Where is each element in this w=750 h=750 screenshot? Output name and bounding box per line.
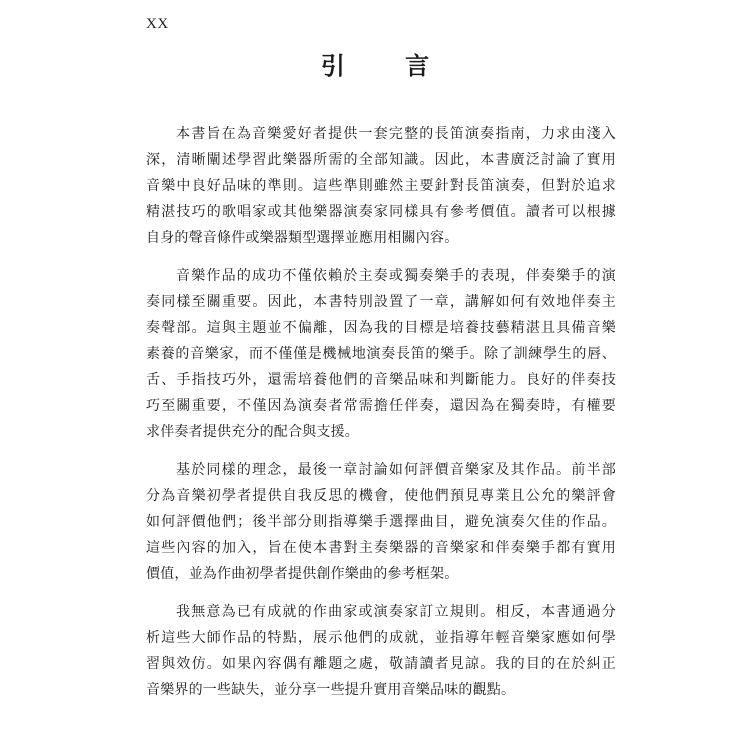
text-line: 精湛技巧的歌唱家或其他樂器演奏家同樣具有參考價值。讀者可以根據 (146, 204, 616, 220)
paragraph (146, 457, 616, 587)
text-line: 我無意為已有成就的作曲家或演奏家訂立規則。相反，本書通過分 (176, 604, 616, 620)
text-line: 本書旨在為音樂愛好者提供一套完整的長笛演奏指南，力求由淺入 (176, 126, 616, 142)
text-line: 奏聲部。這與主題並不偏離，因為我的目標是培養技藝精湛且具備音樂 (146, 320, 616, 336)
page-number: XX (146, 16, 169, 32)
text-line: 巧至關重要，不僅因為演奏者常需擔任伴奏，還因為在獨奏時，有權要 (146, 398, 616, 414)
paragraph (146, 599, 616, 703)
text-line: 舌、手指技巧外，還需培養他們的音樂品味和判斷能力。良好的伴奏技 (146, 372, 616, 388)
text-line: 分為音樂初學者提供自我反思的機會，使他們預見專業且公允的樂評會 (146, 488, 616, 504)
page-title: 引 言 (320, 52, 456, 80)
text-line: 這些內容的加入，旨在使本書對主奏樂器的音樂家和伴奏樂手都有實用 (146, 540, 616, 556)
text-line: 音樂作品的成功不僅依賴於主奏或獨奏樂手的表現，伴奏樂手的演 (176, 268, 616, 284)
text-line: 基於同樣的理念，最後一章討論如何評價音樂家及其作品。前半部 (176, 462, 616, 478)
text-line: 素養的音樂家，而不僅僅是機械地演奏長笛的樂手。除了訓練學生的唇、 (146, 346, 616, 362)
text-line: 奏同樣至關重要。因此，本書特別設置了一章，講解如何有效地伴奏主 (146, 294, 616, 310)
text-line: 音樂界的一些缺失，並分享一些提升實用音樂品味的觀點。 (146, 682, 516, 698)
body-text (146, 121, 616, 715)
text-line: 求伴奏者提供充分的配合與支援。 (146, 424, 359, 440)
text-line: 價值，並為作曲初學者提供創作樂曲的參考框架。 (146, 566, 459, 582)
text-line: 音樂中良好品味的準則。這些準則雖然主要針對長笛演奏，但對於追求 (146, 178, 616, 194)
text-line: 析這些大師作品的特點，展示他們的成就，並指導年輕音樂家應如何學 (146, 630, 616, 646)
text-line: 自身的聲音條件或樂器類型選擇並應用相關內容。 (146, 230, 459, 246)
text-line: 習與效仿。如果內容偶有離題之處，敬請讀者見諒。我的目的在於糾正 (146, 656, 616, 672)
paragraph (146, 121, 616, 251)
text-line: 深，清晰闡述學習此樂器所需的全部知識。因此，本書廣泛討論了實用 (146, 152, 616, 168)
paragraph (146, 263, 616, 445)
text-line: 如何評價他們；後半部分則指導樂手選擇曲目，避免演奏欠佳的作品。 (146, 514, 616, 530)
